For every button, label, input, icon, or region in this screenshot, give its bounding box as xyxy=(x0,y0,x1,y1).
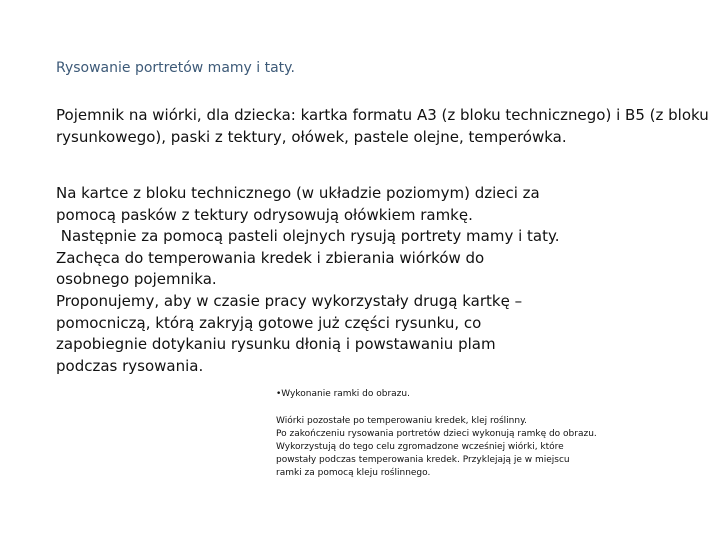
materials-paragraph xyxy=(56,104,716,148)
notes-line: Po zakończeniu rysowania portretów dzieci wykonują ramkę do obrazu. xyxy=(276,429,597,439)
notes-line: Wiórki pozostałe po temperowaniu kredek, klej roślinny. xyxy=(276,416,527,426)
instructions-line: osobnego pojemnika. xyxy=(56,270,217,289)
notes-line: powstały podczas temperowania kredek. Przyklejają je w miejscu xyxy=(276,455,570,465)
notes-spacer xyxy=(276,401,597,415)
notes-line: ramki za pomocą kleju roślinnego. xyxy=(276,468,431,478)
materials-line: Pojemnik na wiórki, dla dziecka: kartka formatu A3 (z bloku technicznego) i B5 (z bloku xyxy=(56,106,709,124)
notes-bullet: •Wykonanie ramki do obrazu. xyxy=(276,389,410,399)
instructions-line: Proponujemy, aby w czasie pracy wykorzystały drugą kartkę – xyxy=(56,291,523,310)
instructions-line: pomocniczą, którą zakryją gotowe już części rysunku, co xyxy=(56,313,482,332)
slide-title: Rysowanie portretów mamy i taty. xyxy=(56,60,295,76)
instructions-line: zapobiegnie dotykaniu rysunku dłonią i powstawaniu plam xyxy=(56,335,496,354)
materials-line: rysunkowego), paski z tektury, ołówek, pastele olejne, temperówka. xyxy=(56,128,567,146)
instructions-line: Następnie za pomocą pasteli olejnych rysują portrety mamy i taty. xyxy=(56,227,560,246)
instructions-line: Zachęca do temperowania kredek i zbierania wiórków do xyxy=(56,248,485,267)
notes-line: Wykorzystują do tego celu zgromadzone wcześniej wiórki, które xyxy=(276,442,564,452)
instructions-line: Na kartce z bloku technicznego (w układzie poziomym) dzieci za xyxy=(56,184,540,202)
instructions-line: podczas rysowania. xyxy=(56,356,204,375)
notes-box xyxy=(276,388,597,480)
instructions-paragraph xyxy=(56,183,560,377)
instructions-line: pomocą pasków z tektury odrysowują ołówkiem ramkę. xyxy=(56,205,473,224)
